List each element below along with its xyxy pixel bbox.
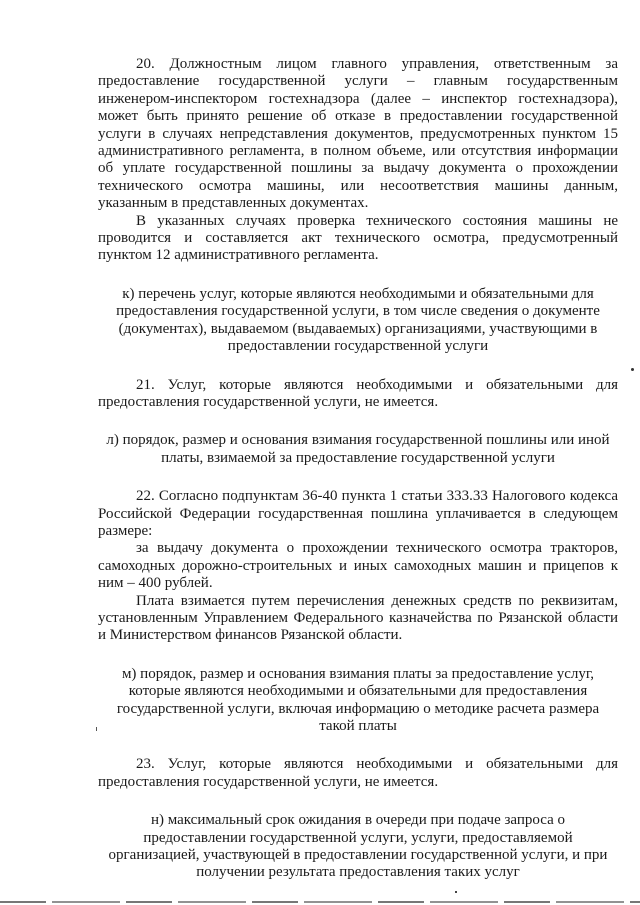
paragraph-22-fee: за выдачу документа о прохождении технического осмотра тракторов, самоходных дорожно-строительных и иных самоходных машин и прицепов к ним – 400 рублей.: [98, 540, 618, 592]
document-page: [98, 56, 618, 882]
section-heading-n: н) максимальный срок ожидания в очереди при подаче запроса о предоставлении государственной услуги, услуги, предоставляемой организацией, участвующей в предоставлении государственной услуги, и при получении результата предоставления таких услуг: [108, 812, 608, 881]
paragraph-22: 22. Согласно подпунктам 36-40 пункта 1 статьи 333.33 Налогового кодекса Российской Федерации государственная пошлина уплачивается в следующем размере:: [98, 488, 618, 539]
paragraph-23: 23. Услуг, которые являются необходимыми и обязательными для предоставления государственной услуги, не имеется.: [98, 756, 618, 790]
scan-speck: [96, 727, 97, 731]
paragraph-22-payment: Плата взимается путем перечисления денежных средств по реквизитам, установленным Управлением Федерального казначейства по Рязанской области и Министерством финансов Рязанской области.: [98, 592, 618, 644]
section-heading-k: к) перечень услуг, которые являются необходимыми и обязательными для предоставления государственной услуги, в том числе сведения о документе (документах), выдаваемом (выдаваемых) организациями, участвующими в предоставлении государственной услуги: [116, 285, 600, 355]
scan-speck: [455, 891, 457, 893]
paragraph-20: 20. Должностным лицом главного управления, ответственным за предоставление государственной услуги – главным государственным инженером-инспектором гостехнадзора (далее – инспектор гостехнадзора), может быть принято решение об отказе в предоставлении государственной услуги в случаях непредставления документов, предусмотренных пунктом 15 административного регламента, в полном объеме, или отсутствия информации об уплате государственной пошлины за выдачу документа о прохождении технического осмотра машины, или несоответствия машины данным, указанным в представленных документах.: [98, 56, 618, 212]
section-heading-l: л) порядок, размер и основания взимания государственной пошлины или иной платы, взимаемой за предоставление государственной услуги: [106, 432, 610, 466]
paragraph-20-continuation: В указанных случаях проверка технического состояния машины не проводится и составляется акт технического осмотра, предусмотренный пунктом 12 административного регламента.: [98, 212, 618, 264]
scan-speck: [631, 368, 634, 371]
section-heading-m: м) порядок, размер и основания взимания платы за предоставление услуг, которые являются необходимыми и обязательными для предоставления государственной услуги, включая информацию о методике расчета размера такой платы: [116, 665, 600, 734]
paragraph-21: 21. Услуг, которые являются необходимыми и обязательными для предоставления государственной услуги, не имеется.: [98, 376, 618, 410]
page-bottom-edge: [0, 901, 640, 903]
